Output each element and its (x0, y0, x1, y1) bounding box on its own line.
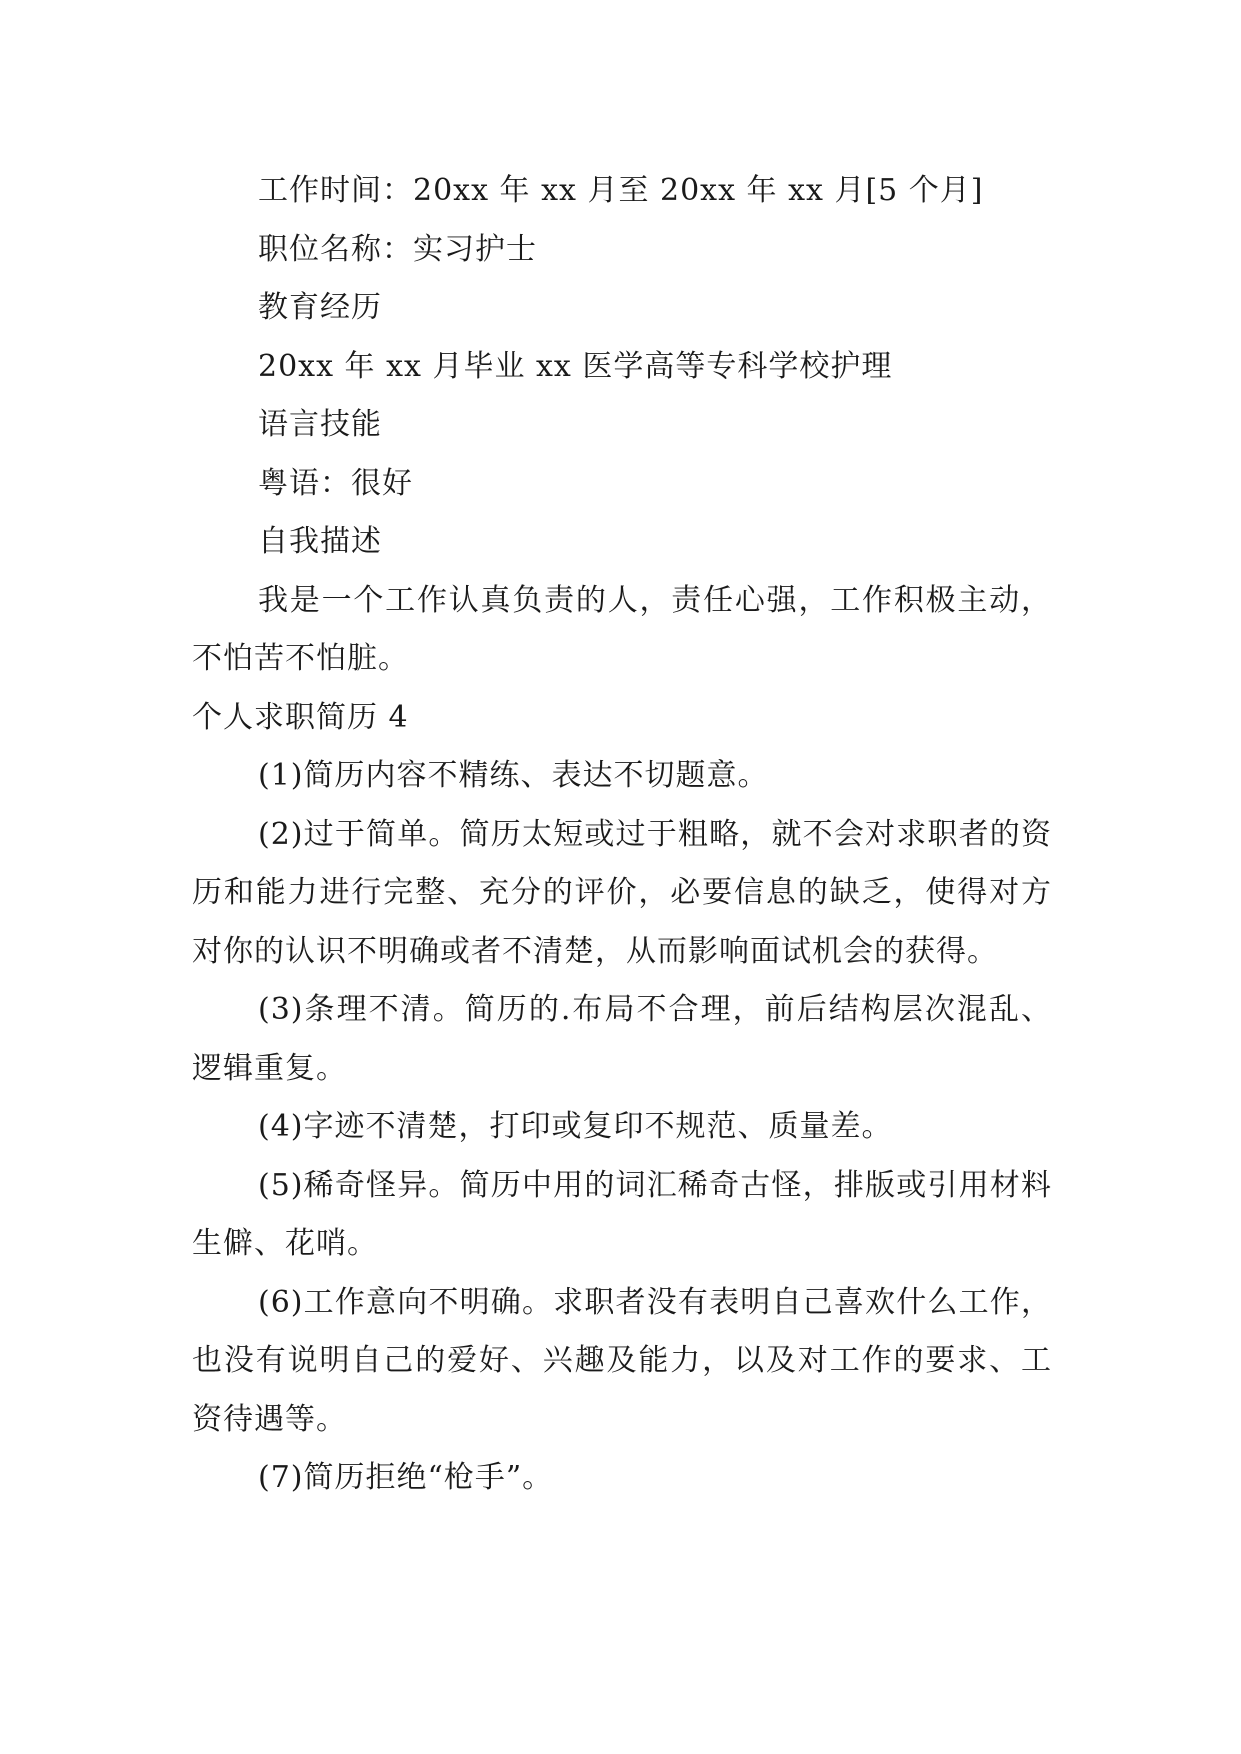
language-heading: 语言技能 (258, 407, 382, 442)
work-time-line: 工作时间：20xx 年 xx 月至 20xx 年 xx 月[5 个月] (258, 173, 984, 208)
list-item-3: (3)条理不清。简历的.布局不合理，前后结构层次混乱、逻辑重复。 (192, 992, 1052, 1086)
list-item-6: (6)工作意向不明确。求职者没有表明自己喜欢什么工作，也没有说明自己的爱好、兴趣及能力，以及对工作的要求、工资待遇等。 (192, 1284, 1052, 1437)
section-title: 个人求职简历 4 (192, 699, 409, 735)
education-line: 20xx 年 xx 月毕业 xx 医学高等专科学校护理 (258, 348, 893, 384)
document-body (192, 162, 1052, 1508)
list-item-4: (4)字迹不清楚，打印或复印不规范、质量差。 (258, 1109, 893, 1144)
language-line: 粤语：很好 (258, 465, 413, 501)
list-item-2: (2)过于简单。简历太短或过于粗略，就不会对求职者的资历和能力进行完整、充分的评价，必要信息的缺乏，使得对方对你的认识不明确或者不清楚，从而影响面试机会的获得。 (192, 816, 1052, 969)
education-heading: 教育经历 (258, 290, 382, 325)
job-title-line: 职位名称：实习护士 (258, 231, 537, 267)
self-description-heading: 自我描述 (258, 524, 382, 559)
list-item-5: (5)稀奇怪异。简历中用的词汇稀奇古怪，排版或引用材料生僻、花哨。 (192, 1167, 1052, 1261)
list-item-7: (7)简历拒绝“枪手”。 (258, 1460, 554, 1495)
self-description-paragraph: 我是一个工作认真负责的人，责任心强，工作积极主动，不怕苦不怕脏。 (192, 582, 1052, 676)
list-item-1: (1)简历内容不精练、表达不切题意。 (258, 758, 769, 793)
